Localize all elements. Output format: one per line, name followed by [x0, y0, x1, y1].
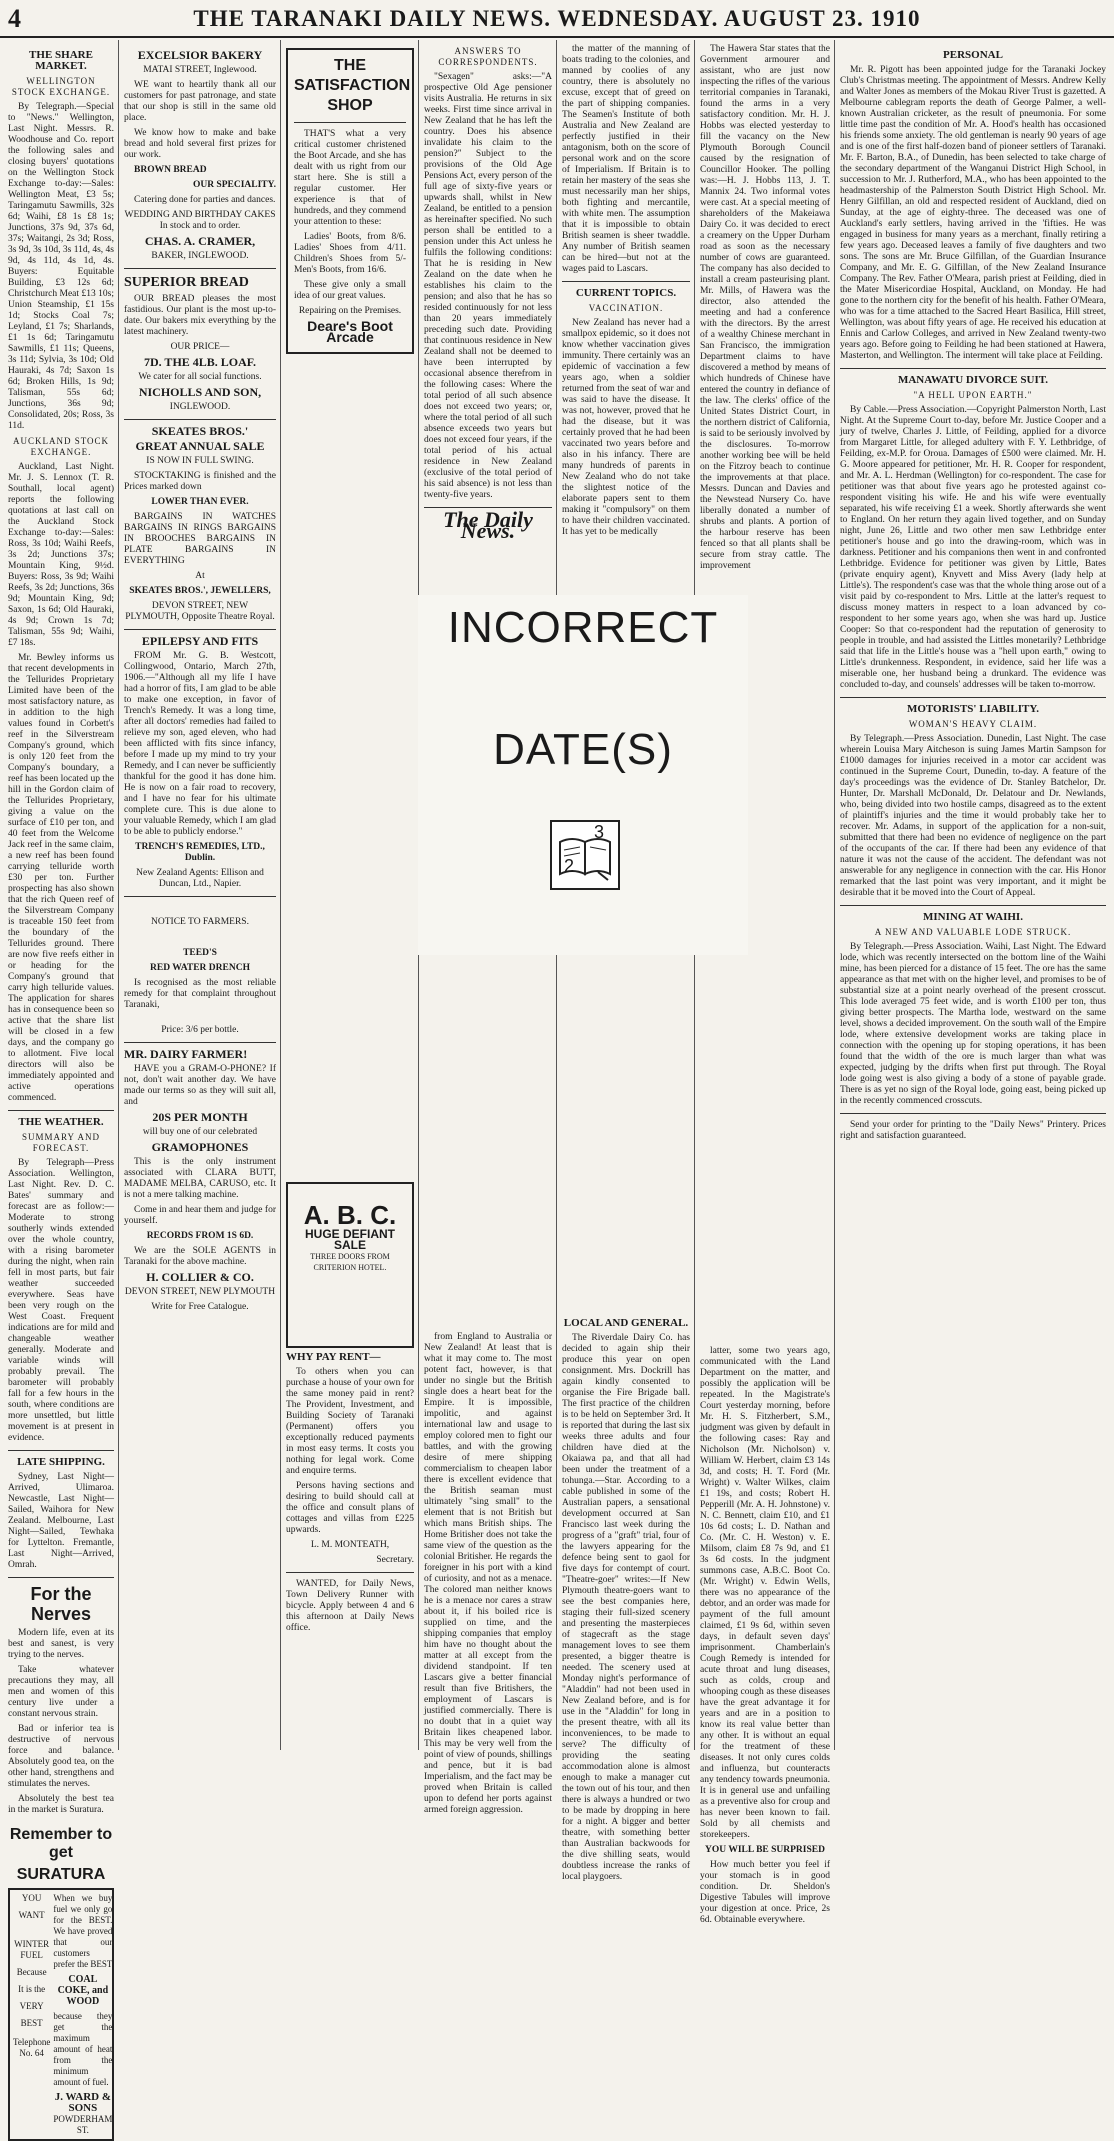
superior-heading: SUPERIOR BREAD [124, 275, 249, 290]
column-rule [118, 40, 119, 1750]
page-number: 4 [8, 4, 21, 33]
nerves-text: Bad or inferior tea is destructive of nervous force and balance. Absolutely good tea, on the other hand, strengthens and stimulates the nerves. [8, 1724, 114, 1789]
divider [562, 281, 690, 282]
column-3 [286, 44, 414, 1750]
surprised-heading: YOU WILL BE SURPRISED [705, 1845, 825, 1855]
motorists-text: By Telegraph.—Press Association. Dunedin, Last Night. The case wherein Louisa Mary Aitcheson is suing James Martin Sampson for £1000 damages for injuries received in a motor car accident was continued in the Supreme Court, Dunedin, to-day. A feature of the day's proceedings was the evidence of Dr. Stanley Batchelor, Dr. Hunter, Dr. Marshall McDonald, Dr. Delatour and Dr. Newlands, who, being divided into two hostile camps, disagreed as to the extent of plaintiff's injuries and the time it would probably take her to recover. Mr. Adams, in support of the application for a non-suit, submitted that there had been no evidence of negligence on the part of the occupants of the car. If there had been any evidence of that nature it was not the cause of the accident. The defendant was not answerable for any negligence in connection with the car. His Honor remarked that the last point was very important, and it might be desirable that it be moved into the Court of Appeal. [840, 734, 1106, 898]
skeates-bargains: BARGAINS IN WATCHES BARGAINS IN RINGS BARGAINS IN BROOCHES BARGAINS IN PLATE BARGAINS IN EVERYTHING [124, 512, 276, 566]
coal-text: because they get the maximum amount of heat from the minimum amount of fuel. [53, 2011, 113, 2087]
personal-text: Mr. R. Pigott has been appointed judge for the Taranaki Jockey Club's Christmas meeting. The appointment of Messrs. Andrew Kelly and Walter Jones as members of the Mokau River Trust is gazetted. A Melbourne cablegram reports the death of George Palmer, a well-known Australian cricketer, as the result of pneumonia. For some little time past the condition of Mr. A. Hood's health has occasioned his friends some anxiety. The old gentleman is nearly 90 years of age and is one of the first half-dozen band of pioneer settlers of Taranaki. Mr. F. Barton, B.A., of Dunedin, has been selected to take charge of the secondary department of the Wanganui District High School, in succession to Mr. J. Rutherford, M.A., who has been appointed to the headmastership of the Palmerston South District High School. Mr. Henry Gilfillan, an old and respected resident of Auckland, died on Sunday, at the age of eighty-three. The deceased was one of Auckland's early settlers, having arrived in the 'fifties. He was engaged in business for many years as a merchant, finally retiring a few years ago. Deceased leaves a family of five daughters and two sons. The sons are Mr. Bruce Gilfillan, of the Guardian Insurance Company, and Mr. E. G. Gilfillan, of the New Zealand Insurance Company. The Rev. Father O'Meara, parish priest at Feilding, died in the Mater Misericordiae Hospital, Auckland, on Monday. He had gone to the northern city for the benefit of his health. Father O'Meara, who was for a time attached to the Sacred Heart Basilica, Hill street, Wellington, was about fifty years of age. He received his education at Ennis and Carlow Colleges, and arrived in New Zealand twenty-two years ago. Before going to Feilding he had been stationed at Hawera, Masterton, and Wellington. The interment will take place at Feilding. [840, 65, 1106, 361]
spacer [286, 358, 414, 1178]
divider [124, 896, 276, 897]
masthead: The Daily News. [443, 507, 533, 543]
auckland-exchange-text: Auckland, Last Night. Mr. J. S. Lennox (T. R. Southall, local agent) reports the following quotations at last call on the Auckland Stock Exchange to-day:—Sales: Ross, 3s 10d; Waihi Reefs, 3s 2d; Junctions 37s; Mountain King, 9½d. Buyers: Ross, 3s 9d; Waihi Reefs, 3s 2d; Junctions, 36s 9d; Mountain King, 9d; Saxon, 1s 6d; Old Hauraki, 4s 9d; Crown 1s 7d; Talisman, 55s 9d; Waihi, £7 18s. [8, 462, 114, 648]
incorrect-dates-target [418, 595, 748, 955]
monteath-title: Secretary. [376, 1555, 414, 1565]
divider [840, 697, 1106, 698]
local-news-text: The Hawera Star states that the Government armourer and assistant, who are just now inspecting the rifles of the various territorial companies in Taranaki, found the arms in a very satisfactory condition. Mr. H. J. Hobbs was elected yesterday to fill the vacancy on the New Plymouth Borough Council caused by the resignation of Councillor Hooker. The polling was:—H. J. Hobbs 113, J. T. Mannix 24. Two informal votes were cast. At a special meeting of shareholders of the Makeiawa Dairy Co. it was decided to erect a creamery on the Upper Durham road as soon as the necessary number of cows are guaranteed. The company has also decided to install a cream pasteurising plant. Mr. Mills, of Hawera was the director, also attended the meeting and had a conference with the directors. By the arrest of a wealthy Chinese merchant in San Francisco, the immigration Department claims to have discovered a method by means of which hundreds of Chinese have entered the country in defiance of the law. The clerks' office of the United States District Court, in the northern district of California, is said to be seriously involved by the disclosures. To-morrow another working bee will be held on the Fitzroy beach to continue the improvements at that place. Messrs. Duncan and Davies and the Newstead Nursery Co. have liberally donated a number of shrubs and plants. A portion of the harbour reserve has been fenced so that all plants shall be secure from stray cattle. The improvement [700, 44, 830, 571]
column-1 [8, 44, 115, 2135]
cramer-name: CHAS. A. CRAMER, [144, 234, 256, 248]
share-market-heading: THE SHARE MARKET. [29, 49, 93, 72]
ward-street: POWDERHAM ST. [53, 2114, 113, 2135]
answers-text: "Sexagen" asks:—"A prospective Old Age pensioner visits Australia. He returns in six weeks. First time since arrival in New Zealand that he has left the country. Does his absence invalidate his claim to the pension?" Subject to the provisions of the Old Age Pensions Act, every person of the full age of sixty-five years or upwards shall, whilst in New Zealand, be entitled to a pension as hereinafter specified. No such person shall be entitled to a pension under this Act unless he fulfils the following conditions: That he is residing in New Zealand on the date when he establishes his claim to the pension; and also that he has so resided continuously for not less than 20 years immediately preceding such date. Providing that continuous residence in New Zealand shall not be deemed to have been interrupted by occasional absence therefrom in the following cases: Where the total period of all such absence does not exceed two years; or, where the total period of all such absence exceeds two years but does not exceed four years, if the total period of his actual residence in New Zealand (exclusive of the total period of his said absence) is not less than twenty-five years. [424, 72, 552, 500]
wanted-ad: WANTED, for Daily News, Town Delivery Runner with bicycle. Apply between 4 and 6 this afternoon at Daily News office. [286, 1579, 414, 1633]
nerves-text: Absolutely the best tea in the market is Suratura. [8, 1794, 114, 1815]
collier-catalogue: Write for Free Catalogue. [151, 1302, 249, 1312]
divider [8, 1450, 114, 1451]
divider [840, 1113, 1106, 1114]
divider [124, 268, 276, 269]
excelsior-text: WE want to heartily thank all our customers for past patronage, and state that our shop is still in the same old place. [124, 80, 276, 123]
nerves-text: Take whatever precautions they may, all men and women of this century live under a constant nervous strain. [8, 1665, 114, 1719]
vaccination-text: New Zealand has never had a smallpox epidemic, so it does not know whether vaccination gives immunity. There certainly was an epidemic of vaccination a few years ago, when a soldier returned from the seat of war and was said to have the disease. It was not, however, proved that he had the disease, but it was certainly proved that he had been vaccinated two years before and also in his infancy. There are many hundreds of parents in New Zealand who do not take the slightest notice of the elaborate papers sent to them making it "compulsory" on them to have their children vaccinated. It has yet to be medically [562, 318, 690, 537]
teeds-heading: TEED'S [183, 948, 217, 958]
shipping-text: Sydney, Last Night—Arrived, Ulimaroa. Newcastle, Last Night—Sailed, Waihora for New Zealand. Melbourne, Last Night—Sailed, Tewhaka for Lyttelton. Fremantle, Last Night—Arrived, Omrah. [8, 1472, 114, 1570]
nerves-heading: For the Nerves [30, 1584, 92, 1624]
ward-coal-advert [8, 1888, 114, 2141]
editorial-continued: the matter of the manning of boats trading to the colonies, and manned by coolies of any country, there is absolutely no excuse, except that of greed on the part of shipping companies. The Seamen's Institute of both Australia and New Zealand are perfectly justified in their antagonism, both on the score of personal work and on the score of Imperialism. If Britain is to retain her mastery of the seas she must necessarily man her ships, both fighting and mercantile, with white men. The assumption that it is impossible to obtain British seamen is sheer twaddle. Any number of British seamen can be hired—but not at the wages paid to Lascars. [562, 44, 690, 274]
incorrect-label: INCORRECT [447, 603, 719, 652]
surprised-text: How much better you feel if your stomach is in good condition. Dr. Sheldon's Digestive Tabules will improve your digestion at once. Price, 2s 6d. Obtainable everywhere. [700, 1860, 830, 1925]
ward-firm-name: J. WARD & SONS [54, 2091, 112, 2114]
mining-subheading: A NEW AND VALUABLE LODE STRUCK. [874, 927, 1072, 937]
collier-address: DEVON STREET, NEW PLYMOUTH [124, 1287, 276, 1297]
coal-word: VERY [19, 2001, 44, 2011]
column-7 [840, 44, 1106, 1750]
weather-heading: THE WEATHER. [18, 1116, 104, 1128]
excelsior-heading: EXCELSIOR BAKERY [137, 48, 263, 62]
nicholls-name: NICHOLLS AND SON, [138, 385, 262, 399]
trench-name: TRENCH'S REMEDIES, LTD., Dublin. [135, 842, 265, 863]
coal-word: It is the [18, 1984, 46, 1994]
wedding-cakes: WEDDING AND BIRTHDAY CAKES In stock and to order. [124, 210, 276, 231]
motorists-heading: MOTORISTS' LIABILITY. [906, 703, 1040, 715]
dairy-buy: will buy one of our celebrated [142, 1127, 258, 1137]
local-general-heading: LOCAL AND GENERAL. [563, 1317, 689, 1329]
notice-farmers: NOTICE TO FARMERS. [151, 917, 249, 927]
drench-price: Price: 3/6 per bottle. [161, 1025, 239, 1035]
coal-telephone: Telephone No. 64 [13, 2037, 51, 2058]
skeates-firm: SKEATES BROS.', JEWELLERS, [129, 586, 271, 596]
shipping-heading: LATE SHIPPING. [17, 1456, 105, 1468]
records-price: RECORDS FROM 1S 6D. [146, 1231, 254, 1241]
excelsior-text: We know how to make and bake bread and hold several first prizes for our work. [124, 128, 276, 160]
boot-prices: Ladies' Boots, from 8/6. Ladies' Shoes from 4/11. Children's Shoes from 5/- Men's Boots, from 16/6. [294, 232, 406, 275]
divider [124, 1042, 276, 1043]
dairy-price: 20S PER MONTH [152, 1110, 248, 1124]
remember-heading: Remember to get [9, 1826, 113, 1861]
coal-text: When we buy fuel we only go for the BEST. We have proved that our customers prefer the BEST [53, 1893, 113, 1969]
dates-label: DATE(S) [493, 725, 673, 774]
divider [286, 1572, 414, 1573]
cater-text: We cater for all social functions. [138, 372, 262, 382]
nicholls-sub: INGLEWOOD. [169, 402, 231, 412]
skeates-text: STOCKTAKING is finished and the Prices marked down [124, 471, 276, 492]
page-header [0, 0, 1114, 38]
satisfaction-heading: THE SATISFACTION SHOP [294, 57, 411, 114]
epilepsy-text: FROM Mr. G. B. Westcott, Collingwood, Ontario, March 27th, 1906.—"Although all my life I have had a horror of fits, I am glad to be able to make one exception, in favor of Trench's Remedy. It was a long time, after all doctors' remedies had failed to relieve my son, aged eleven, who had been afflicted with fits since infancy, before I made up my mind to try your Remedy, and I can never be sufficiently thankful for the good it has done him. He is now on a fair road to recovery, and I have no fear for his ultimate complete cure. This is due alone to your valuable Remedy, which I am glad to be able to publicly endorse." [124, 651, 276, 837]
divider [124, 629, 276, 630]
divider [840, 368, 1106, 369]
speciality: OUR SPECIALITY. [192, 180, 276, 190]
nz-agents: New Zealand Agents: Ellison and Duncan, Ltd., Napier. [136, 868, 264, 889]
repairing: Repairing on the Premises. [298, 306, 402, 316]
answers-heading: ANSWERS TO CORRESPONDENTS. [438, 46, 538, 67]
divorce-heading: MANAWATU DIVORCE SUIT. [897, 374, 1049, 386]
why-pay-rent-heading: WHY PAY RENT— [286, 1351, 381, 1363]
icon-digit: 3 [594, 822, 605, 842]
gramophones: GRAMOPHONES [151, 1140, 249, 1154]
motorists-subheading: WOMAN'S HEAVY CLAIM. [908, 719, 1038, 729]
why-pay-rent-text: Persons having sections and desiring to build should call at the office and consult plans of cottages and villas from £225 upwards. [286, 1481, 414, 1535]
skeates-sale: GREAT ANNUAL SALE [135, 439, 265, 453]
abc-heading: A. B. C. [303, 1200, 397, 1230]
skeates-now: IS NOW IN FULL SWING. [146, 456, 254, 466]
mining-text: By Telegraph.—Press Association. Waihi, Last Night. The Edward lode, which was recently intersected on the bottom line of the Waihi mine, has been pierced for a distance of 15 feet. The ore has the same appearance as that met with on the higher level, and promises to be of substantial size at a point nearly overhead of the present crosscut. This lode averaged 75 feet wide, and is worth £100 per ton, thus giving better prospects. The Martha lode, westward on the same level, shows a decided improvement. On the south wall of the Empire lode, where extensive development works are taking place in connection with the opening up for stoping operations, it has been found that the width of the ore is much larger than what was expected, judging by the drifts when first put through. The Royal lode going west is also giving a body of a stone of payable grade. There is as yet no sign of the Royal lode, going east, being picked up in the recently commenced crosscuts. [840, 942, 1106, 1106]
abc-sale: HUGE DEFIANT SALE [305, 1227, 395, 1252]
abc-advert [286, 1182, 414, 1348]
loaf-price: 7D. THE 4LB. LOAF. [143, 355, 257, 369]
skeates-at: At [195, 571, 205, 581]
coal-word: WINTER [14, 1939, 50, 1949]
satisfaction-text: THAT'S what a very critical customer christened the Boot Arcade, and she has dealt with us right from our start here. She is still a regular customer. Her experience is that of hundreds, and they commend your attention to these: [294, 129, 406, 227]
local-general-text: The Riverdale Dairy Co. has decided to again ship their produce this year on open consignment. Mrs. Dockrill has again kindly consented to organise the Fire Brigade ball. The first practice of the children is to be held on September 3rd. It is reported that during the last six weeks three adults and four children have died at the Okaiawa pa, and that all had been under the treatment of a tohunga.—Star. According to a cable published in some of the Australian papers, a sensational development occurred at San Francisco last week during the progress of a "graft" trial, four of the lawyers appearing for the defence being sent to gaol for five days for contempt of court. "Theatre-goer" writes:—If New Plymouth theatre-goers want to see the best companies here, staging their full-sized scenery and presenting the masterpieces of stagecraft as the stage management loves to see them presented, a bigger theatre is needed. The scenery used at Monday night's performance of "Aladdin" had not been used in New Zealand before, and is for use in the "Aladdin" for long in the present theatre, with all its inconveniences, to be made to serve? The difficulty of providing the seating accommodation alone is almost enough to make a manager cut the town out of his tour, and then there is always a hundred or two to be made by dropping in here for a night. A bigger and better theatre, with something better than Australian backwoods for the dive shilling seats, would doubtless increase the ranks of local playgoers. [562, 1333, 690, 1882]
nerves-text: Modern life, even at its best and sanest, is very trying to the nerves. [8, 1628, 114, 1660]
editorial-text: from England to Australia or New Zealand! At least that is what it may come to. The most potent fact, however, is that under no single but the British single does a heart beat for the Empire. It is impossible, impolitic, and against international law and usage to employ colored men to fight our battles, and with the growing desire of mere shipping commercialism to cheapen labor there is excellent evidence that the British seaman must ultimately "sing small" to the element that is not British but which mans British ships. The Home Britisher does not take the same view of the question as the colonial Britisher. He regards the foreigner in his port with a kind of curiosity, and not as a menace. The colored man neither knows he is a menace nor cares a straw about it, if his boiled rice is supplied on time, and the shipping companies that employ him have no thought about the matter at all except from the dividend standpoint. If ten Lascars give a better financial result than five Britishers, the employment of Lascars is justified commercially. There is no doubt that in a quiet way Britain likes cheapened labor. This may be very well from the point of view of pounds, shillings and pence, but it is bad Imperialism, and the fact may be proved when Britain is called upon to defend her ports against armed foreign aggression. [424, 1332, 552, 1815]
dairy-heading: MR. DAIRY FARMER! [124, 1047, 248, 1061]
divorce-subheading: "A HELL UPON EARTH." [913, 390, 1033, 400]
vaccination-heading: VACCINATION. [588, 303, 664, 313]
bewley-report-text: Mr. Bewley informs us that recent developments in the Tellurides Proprietary Limited have been of the most satisfactory nature, as in addition to the high values found in Corbett's reef in the Silverstream Company's ground, which is only 120 feet from the Company's boundary, a reef has been located up the hill in the Gordon claim of the Tellurides Proprietary, giving a value on the surface of £10 per ton, and 40 feet from the Welcome Jack reef in the same claim, a new reef has been found carrying telluride worth £30 per ton. Further prospecting has also shown that the rich Queen reef of the Silverstream Company is traceable 150 feet from the boundary of the Tellurides ground. There are now five reefs either in or heading for the Company's ground that carry high telluride values. The application for shares has in consequence been so active that the share list will be closed in a few days, and the company go to allotment. Five local directors will also be immediately appointed and active operations commenced. [8, 653, 114, 1103]
skeates-lower: LOWER THAN EVER. [151, 497, 249, 507]
catering: Catering done for parties and dances. [134, 195, 276, 205]
drench-text: Is recognised as the most reliable remedy for that complaint throughout Taranaki, [124, 978, 276, 1010]
suratura-brand: SURATURA [16, 1866, 106, 1883]
satisfaction-text: These give only a small idea of our great values. [294, 280, 406, 301]
wellington-exchange-text: By Telegraph.—Special to "News." Wellington, Last Night. Messrs. R. Woodhouse and Co. report the following sales and closing buyers' quotations on the Wellington Stock Exchange to-day:—Sales: Wellington Meat, £3 5s; Taringamutu Sawmills, 32s 6d; Waihi, £8 1s £8 1s; Junctions, 37s 9d, 37s 6d, 37s; Waitangi, 2s 3d; Ross, 3s 9d, 3s 10d, 3s 11d, 4s, 4s 9d, 4s 11d, 4s 1d, 4s. Buyers: Equitable Building, £3 12s 6d; Christchurch Meat £13 10s; Union Steamship, £1 15s 1d; Stocks Coal 7s; Leyland, £1 7s; Sharlands, £1 1s 6d; Taringamutu Sawmills, £1 11s; Queens, 3s 11d; Sylvia, 3s 10d; Old Hauraki, 4s 7d; Saxon 1s 6d; Broken Hills, 1s 9d; Talisman, 55s 6d; Junctions, 36s 9d; Consolidated, 20s; Ross, 3s 11d. [8, 102, 115, 431]
dairy-text: This is the only instrument associated with CLARA BUTT, MADAME MELBA, CARUSO, etc. It is not a mere talking machine. [124, 1157, 276, 1200]
divider [124, 419, 276, 420]
cramer-sub: BAKER, INGLEWOOD. [151, 251, 249, 261]
auckland-exchange-heading: AUCKLAND STOCK EXCHANGE. [12, 436, 110, 457]
magistrate-court-text: latter, some two years ago, communicated with the Land Department on the matter, and possibly the application will be repeated. In the Magistrate's Court yesterday morning, before Mr. H. S. Fitzherbert, S.M., judgment was given by default in the following cases: Ray and Nicholson (Mr. Nicholson) v. William W. Herbert, claim £3 14s 3d, and costs; H. T. Ford (Mr. Wright) v. Walter Wilkes, claim £1 19s, and costs; Robert H. Pepperill (Mr. A. H. Johnstone) v. N. C. Bennett, claim £10, and £1 10s 6d costs; L. D. Nathan and Co. (Mr. C. H. Weston) v. E. Milsom, claim £8 7s 9d, and £1 3s 6d costs. In the judgment summons case, A.B.C. Boot Co. (Mr. Wright) v. Edwin Wells, there was no appearance of the debtor, and an order was made for payment of the full amount claimed, £1 9s 6d, within seven days, in default seven days' imprisonment. Chamberlain's Cough Remedy is intended for acute throat and lung diseases, such as colds, croup and whooping cough as these diseases have the great advantage it for years and are in a position to know its real value better than any other. It is without an equal for the treatment of these diseases. It not only cures colds and influenza, but counteracts any tendency towards pneumonia. It is in general use and unfailing as a preventive also for croup and has never been known to fail. Sold by all chemists and storekeepers. [700, 1346, 830, 1840]
column-2 [124, 44, 276, 1750]
coal-word: BEST [20, 2018, 43, 2028]
deare-boot-arcade: Deare's Boot Arcade [307, 318, 393, 345]
weather-text: By Telegraph—Press Association. Wellington, Last Night. Rev. D. C. Bates' summary and forecast are as follow:—Moderate to strong southerly winds extended over the whole country, with a rising barometer during the night, when rain fell in most parts, but fair weather succeeded everywhere. Seas have been very rough on the West Coast. Frequent indications are for mild and changeable weather generally. Moderate and variable winds will probably prevail. The barometer will probably fall for a few hours in the south, where conditions are more unsettled, but little movement is at present in evidence. [8, 1158, 114, 1443]
dairy-text: HAVE you a GRAM-O-PHONE? If not, don't wait another day. We have made our terms so as they will suit all, and [124, 1064, 276, 1107]
divider [8, 1110, 114, 1111]
newspaper-title: THE TARANAKI DAILY NEWS. WEDNESDAY. AUGUST 23. 1910 [193, 6, 921, 31]
abc-sub: THREE DOORS FROM CRITERION HOTEL. [310, 1252, 390, 1272]
divider [840, 905, 1106, 906]
divorce-text: By Cable.—Press Association.—Copyright Palmerston North, Last Night. At the Supreme Court to-day, before Mr. Justice Cooper and a jury of twelve, Charles J. Little, of Feilding, applied for a divorce from Margaret Little, for alleged adultery with F. Y. Lethbridge, of Feilding, ex-M.P. for Oroua. Damages of £500 were claimed. Mr. H. G. Moore appeared for petitioner, Mr. H. R. Cooper for respondent, and Mr. A. L. Herdman (Wellington) for co-respondent. The case for petitioner was that about five years ago he protested against co-respondent visiting his wife. He and his wife were eventually separated, his wife receiving £1 a week. Shortly afterwards she went to England. On her return they again lived together, and on Sunday night, June 26, Little and two other men saw Lethbridge enter petitioner's house and go into the drawing-room, which was in darkness. Petitioner and his companions then went in and confronted Lethbridge. Evidence for petitioner was given by Little, Bates (private enquiry agent), Knyvett and Miss Avery (lady help at Little's). The respondent's case was that the whole thing arose out of a visit paid by co-respondent to Mrs. Little at the latter's request to discuss money matters in respect to a loan advanced by co-respondent to her some years ago, when she was hard up. Justice Cooper: So that co-respondent had the reputation of generosity to people in trouble, and had assisted the Littles monetarily? Lethbridge said that life in the Little's house was a "hell upon earth," owing to Little's drunkenness. Respondent, in evidence, said her life was a miserable one, her husband being a drunkard. The evidence was concluded to-day, and counsels' addresses will be taken to-morrow. [840, 405, 1106, 690]
weather-subheading: SUMMARY AND FORECAST. [22, 1132, 100, 1153]
why-pay-rent-text: To others when you can purchase a house of your own for the same money paid in rent? The Provident, Investment, and Building Society of Taranaki (Permanent) offers you exceptionally reduced payments in most easy terms. It costs you nothing for legal work. Come and enquire terms. [286, 1367, 414, 1476]
excelsior-address: MATAI STREET, Inglewood. [143, 65, 257, 75]
mining-heading: MINING AT WAIHI. [923, 911, 1023, 923]
brown-bread: BROWN BREAD [134, 165, 207, 175]
book-icon [550, 820, 620, 890]
column-rule [834, 40, 835, 1750]
collier-name: H. COLLIER & CO. [146, 1270, 254, 1284]
dairy-text: Come in and hear them and judge for yourself. [124, 1205, 276, 1226]
divider [8, 1577, 114, 1578]
drench-heading: RED WATER DRENCH [150, 963, 250, 973]
superior-text: OUR BREAD pleases the most fastidious. Our plant is the most up-to-date. Our bakers mix everything by the latest machinery. [124, 294, 276, 337]
current-topics-heading: CURRENT TOPICS. [575, 287, 677, 299]
skeates-heading: SKEATES BROS.' [151, 424, 249, 438]
divider [294, 122, 406, 123]
monteath-name: L. M. MONTEATH, [310, 1540, 390, 1550]
printing-ad: Send your order for printing to the "Daily News" Printery. Prices right and satisfaction guaranteed. [840, 1120, 1106, 1141]
personal-heading: PERSONAL [943, 49, 1003, 61]
price-label: OUR PRICE— [170, 342, 230, 352]
satisfaction-shop-advert [286, 48, 414, 354]
coal-products: COAL COKE, and WOOD [57, 1974, 109, 2007]
coal-word: FUEL [20, 1950, 43, 1960]
wellington-exchange-heading: WELLINGTON STOCK EXCHANGE. [11, 76, 111, 97]
icon-digit: 2 [564, 856, 575, 876]
coal-word: Because [16, 1967, 47, 1977]
epilepsy-heading: EPILEPSY AND FITS [141, 634, 259, 648]
column-rule [280, 40, 281, 1750]
coal-word: YOU [21, 1893, 42, 1903]
coal-word: WANT [18, 1910, 45, 1920]
skeates-address: DEVON STREET, NEW PLYMOUTH, Opposite Theatre Royal. [125, 601, 275, 622]
sole-agents: We are the SOLE AGENTS in Taranaki for the above machine. [124, 1246, 276, 1267]
